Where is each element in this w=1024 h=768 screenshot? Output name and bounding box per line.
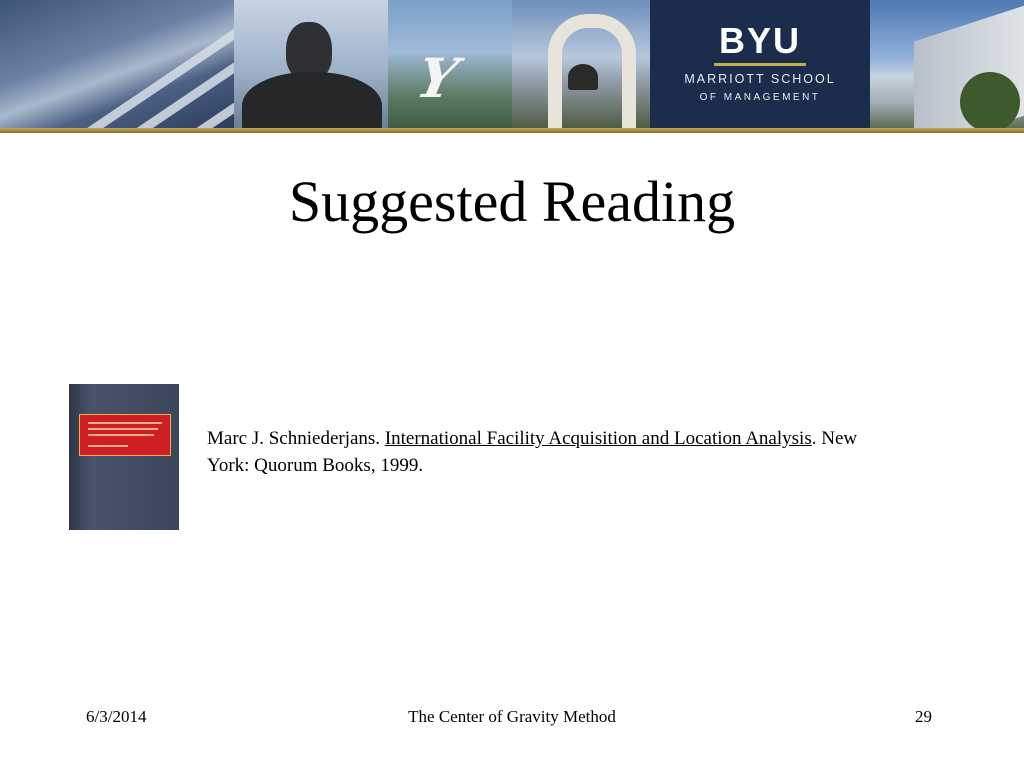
banner-photo-statue [234, 0, 388, 128]
banner-gold-rule [0, 128, 1024, 133]
reference-author: Marc J. Schniederjans. [207, 428, 385, 449]
byu-marriott-logo [650, 0, 870, 128]
footer-title: The Center of Gravity Method [408, 707, 616, 726]
book-reference [207, 425, 877, 479]
byu-logo-text: BYU [718, 20, 801, 61]
page-number: 29 [915, 707, 932, 726]
reference-publisher: . New York: Quorum Books, 1999. [207, 428, 858, 476]
banner-photo-bell-arch [512, 0, 650, 128]
footer-date: 6/3/2014 [86, 707, 147, 726]
logo-gold-rule [714, 63, 806, 66]
book-cover-image [69, 384, 179, 530]
banner-photo-building [0, 0, 234, 128]
banner-photo-mountain-y: Y [388, 0, 512, 128]
reference-book-title: International Facility Acquisition and Location Analysis [384, 428, 812, 449]
logo-school-line1: MARRIOTT SCHOOL [684, 72, 836, 86]
header-banner [0, 0, 1024, 128]
logo-school-line2: OF MANAGEMENT [699, 92, 821, 103]
book-cover-label [79, 414, 171, 456]
banner-photo-campus-building [870, 0, 1024, 128]
slide-title: Suggested Reading [288, 169, 736, 234]
